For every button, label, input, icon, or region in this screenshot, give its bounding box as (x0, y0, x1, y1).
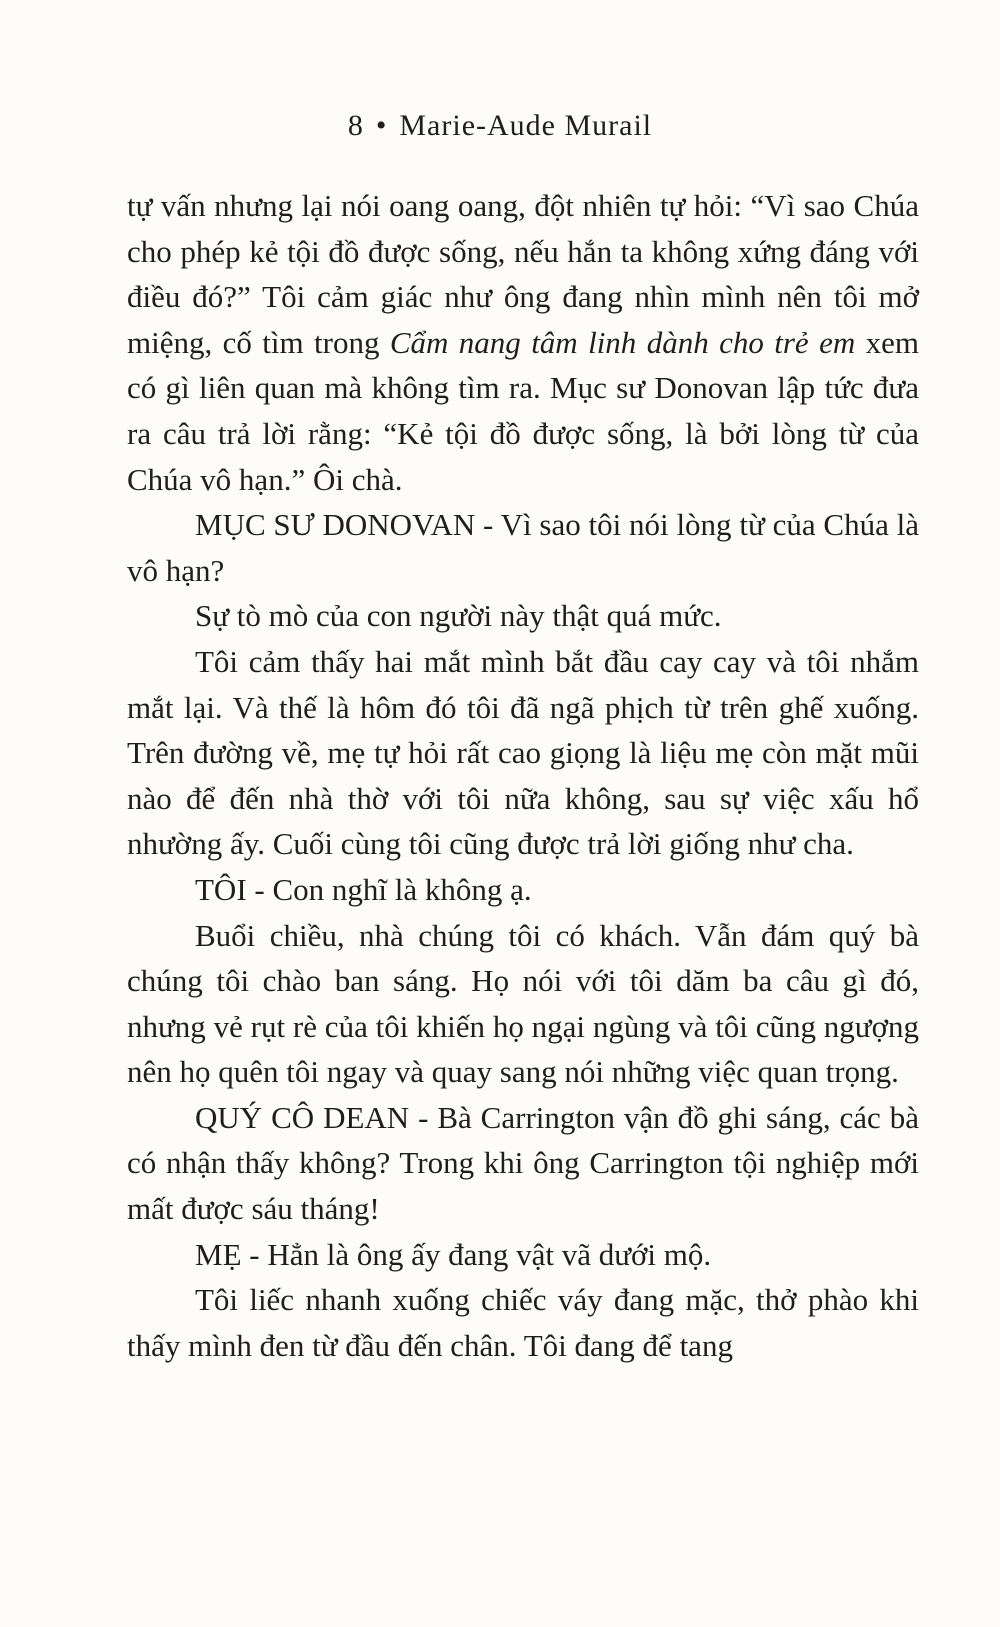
page-number: 8 (347, 109, 364, 142)
paragraph-6: Buổi chiều, nhà chúng tôi có khách. Vẫn đám quý bà chúng tôi chào ban sáng. Họ nói với tôi dăm ba câu gì đó, nhưng vẻ rụt rè của tôi khiến họ ngại ngùng và tôi cũng ngượng nên họ quên tôi ngay và quay sang nói những việc quan trọng. (127, 917, 919, 1090)
paragraph-9: Tôi liếc nhanh xuống chiếc váy đang mặc, thở phào khi thấy mình đen từ đầu đến chân. Tôi đang để tang (127, 1282, 919, 1363)
running-header (0, 106, 1000, 146)
dialogue-mother: MẸ - Hẳn là ông ấy đang vật vã dưới mộ. (195, 1236, 712, 1272)
paragraph-4: Tôi cảm thấy hai mắt mình bắt đầu cay cay và tôi nhắm mắt lại. Và thế là hôm đó tôi đã ngã phịch từ trên ghế xuống. Trên đường về, mẹ tự hỏi rất cao giọng là liệu mẹ còn mặt mũi nào để đến nhà thờ với tôi nữa không, sau sự việc xấu hổ nhường ấy. Cuối cùng tôi cũng được trả lời giống như cha. (127, 643, 919, 862)
body-text (127, 183, 919, 1368)
paragraph-1-part-b: xem có gì liên quan mà không tìm ra. Mục sư Donovan lập tức đưa ra câu trả lời rằng: “Kẻ tội đồ được sống, là bởi lòng từ của Chúa vô hạn.” Ôi chà. (127, 324, 919, 497)
dialogue-me: TÔI - Con nghĩ là không ạ. (195, 871, 532, 907)
author-name: Marie-Aude Murail (399, 109, 653, 142)
paragraph-3: Sự tò mò của con người này thật quá mức. (195, 598, 722, 634)
book-title-italic: Cẩm nang tâm linh dành cho trẻ em (389, 324, 856, 360)
paragraph-1 (127, 183, 919, 502)
dialogue-pastor-donovan: MỤC SƯ DONOVAN - Vì sao tôi nói lòng từ của Chúa là vô hạn? (127, 507, 919, 588)
dialogue-miss-dean: QUÝ CÔ DEAN - Bà Carrington vận đồ ghi sáng, các bà có nhận thấy không? Trong khi ông Carrington tội nghiệp mới mất được sáu tháng! (127, 1099, 919, 1227)
paragraph-1-part-a: tự vấn nhưng lại nói oang oang, đột nhiên tự hỏi: “Vì sao Chúa cho phép kẻ tội đồ được sống, nếu hắn ta không xứng đáng với điều đó?” Tôi cảm giác như ông đang nhìn mình nên tôi mở miệng, cố tìm trong (127, 188, 919, 360)
header-separator: • (375, 109, 388, 142)
